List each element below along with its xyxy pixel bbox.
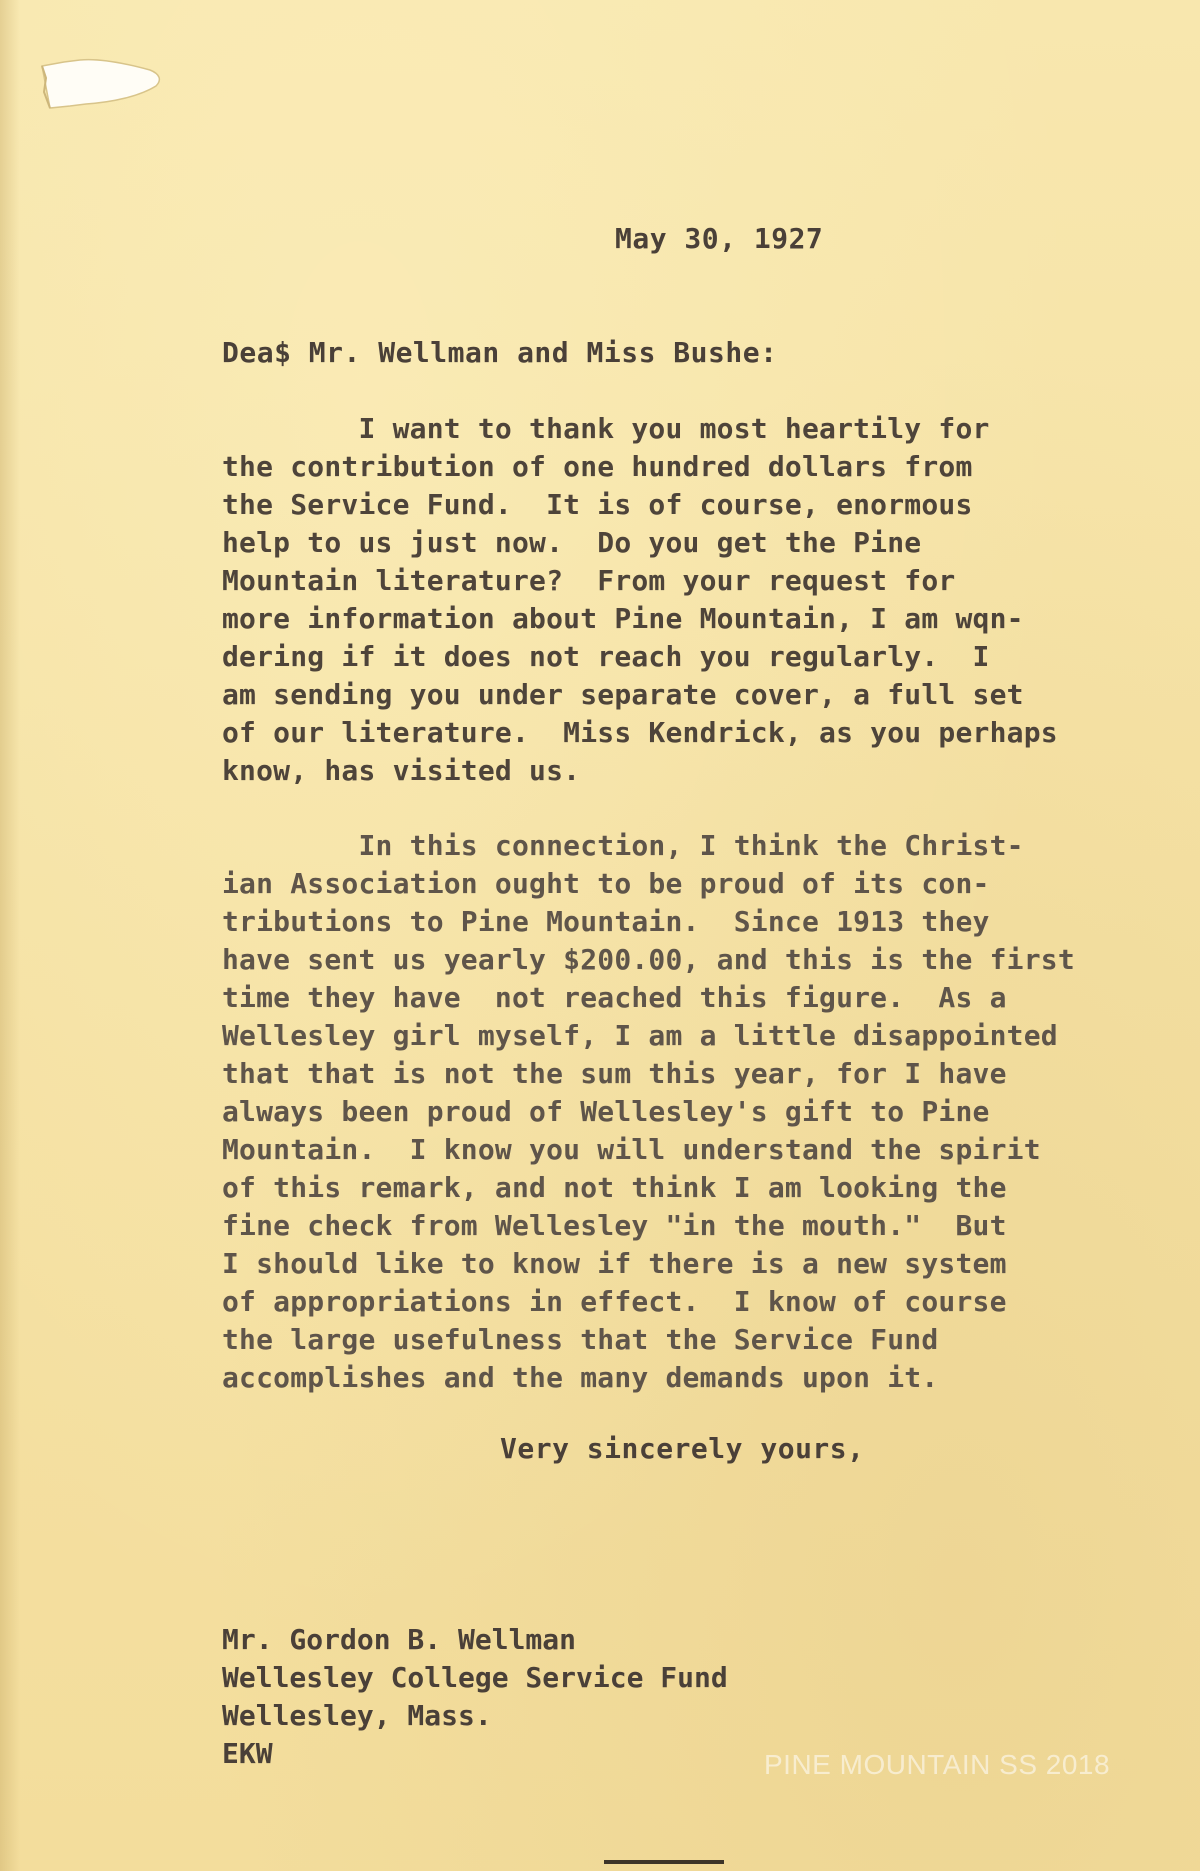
text-line: ian Association ought to be proud of its con- [222, 867, 990, 900]
salutation: Dea$ Mr. Wellman and Miss Bushe: [222, 336, 778, 369]
text-line: have sent us yearly $200.00, and this is the first [222, 943, 1075, 976]
recipient-address [222, 1621, 728, 1773]
text-line: In this connection, I think the Christ- [222, 829, 1024, 862]
paper-edge-shadow [0, 0, 20, 1871]
text-line: tributions to Pine Mountain. Since 1913 they [222, 905, 990, 938]
text-line: am sending you under separate cover, a full set [222, 678, 1024, 711]
text-line: I should like to know if there is a new system [222, 1247, 1007, 1280]
address-line: Wellesley College Service Fund [222, 1661, 728, 1694]
archive-watermark: PINE MOUNTAIN SS 2018 [764, 1749, 1111, 1780]
bottom-edge-mark [604, 1860, 724, 1864]
text-line: Wellesley girl myself, I am a little disappointed [222, 1019, 1058, 1052]
text-line: always been proud of Wellesley's gift to Pine [222, 1095, 990, 1128]
text-line: dering if it does not reach you regularly. I [222, 640, 990, 673]
paragraph-1 [222, 410, 1058, 790]
address-line: Wellesley, Mass. [222, 1699, 492, 1732]
text-line: know, has visited us. [222, 754, 581, 787]
text-line: time they have not reached this figure. As a [222, 981, 1007, 1014]
text-line: the Service Fund. It is of course, enormous [222, 488, 973, 521]
torn-corner-mark [40, 58, 164, 110]
text-line: the large usefulness that the Service Fund [222, 1323, 939, 1356]
typist-initials: EKW [222, 1737, 273, 1770]
paragraph-2 [222, 827, 1075, 1397]
text-line: fine check from Wellesley "in the mouth." But [222, 1209, 1007, 1242]
text-line: Mountain literature? From your request for [222, 564, 956, 597]
text-line: that that is not the sum this year, for I have [222, 1057, 1007, 1090]
text-line: more information about Pine Mountain, I am wqn- [222, 602, 1024, 635]
text-line: of this remark, and not think I am looking the [222, 1171, 1007, 1204]
text-line: the contribution of one hundred dollars from [222, 450, 973, 483]
letter-date: May 30, 1927 [615, 222, 824, 255]
closing: Very sincerely yours, [500, 1432, 865, 1465]
text-line: of our literature. Miss Kendrick, as you perhaps [222, 716, 1058, 749]
text-line: accomplishes and the many demands upon it. [222, 1361, 939, 1394]
address-line: Mr. Gordon B. Wellman [222, 1623, 577, 1656]
text-line: of appropriations in effect. I know of course [222, 1285, 1007, 1318]
text-line: help to us just now. Do you get the Pine [222, 526, 922, 559]
text-line: I want to thank you most heartily for [222, 412, 990, 445]
text-line: Mountain. I know you will understand the spirit [222, 1133, 1041, 1166]
